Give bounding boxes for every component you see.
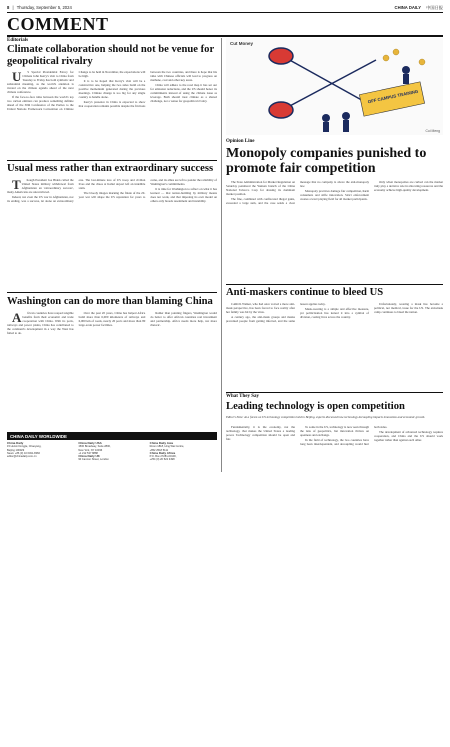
paragraph: The State Administration for Market Regulation on Saturday penalized the Yunnan branch of the China National Tobacco Corp for abusing its dominant market position. (226, 180, 295, 197)
paper-name: CHINA DAILY (394, 5, 421, 10)
footer-col-title: China Daily Asia (149, 441, 174, 445)
divider (226, 392, 443, 393)
paragraph: Unfortunately, wearing a mask has become a political, not medical, issue for the US. The anti-mask camp continues to bleed the nation. (374, 302, 443, 315)
paragraph: Monopoly practices damage fair competition, harm consumers and stifle innovation. Strict enforcement creates a level playing field for all market participants. (300, 189, 369, 202)
opinion-subhead: Anti-maskers continue to bleed US (226, 287, 384, 298)
editorial-body-1 (7, 70, 217, 158)
paragraph: Mask-wearing is a simple and effective measure, yet politicization has turned it into a symbol of division, costing lives across the country. (300, 307, 369, 320)
paper-name-cn: 中国日报 (426, 5, 443, 10)
footer-col-asia (150, 442, 217, 472)
paragraph: Kerry's presence in China is expected to show that cooperation remains possible despite the frictions between the two countries, and there is hope that his talks with Chinese officials will lead to progress on methane, coal and other key areas. (78, 70, 217, 109)
cartoon-title: Cut Money (230, 41, 253, 46)
paragraph: The bloody images marking the finale of the 20-year war will shape the US reputation for years to come, and its allies are left to ponder the reliability of Washington's commitments. (78, 178, 217, 200)
paragraph: In the field of technology, the two countries have long been interdependent, and decoupling would hurt both sides. (300, 425, 388, 447)
editorials-kicker: Editorials (7, 38, 29, 43)
divider (7, 292, 217, 293)
footer-line: 90 Cannon Street, London (78, 458, 109, 462)
paragraph: African countries have reaped tangible benefits from their economic and trade cooperation with China. With its ports, railways and power plants, China has contributed to the continent's development in a way the West has failed to do. (7, 311, 74, 336)
cartoon-artist: Cui Meng (425, 129, 440, 133)
paragraph: Rather than pointing fingers, Washington would do better to offer African countries real investment and partnership. Africa needs more help, not more rhetoric. (150, 311, 217, 328)
paragraph: Fundamentally, it is the economy, not the technology, that makes the United States a leading power. Technology competition should be open and fair. (226, 425, 295, 442)
footer-col-china (7, 442, 74, 472)
cartoon-sign-text: OFF CAMPUS TRAINING (367, 88, 419, 105)
footer-contacts (7, 442, 217, 472)
paragraph: Indeed, not even the US war in Afghanistan, nor its ending, was a success, let alone an extraordinary one. The last-minute loss of US troop and civilian lives and the chaos at Kabul airport left an indelible stain. (7, 178, 146, 204)
opinion-body-2 (226, 302, 443, 390)
header-rule (7, 12, 443, 13)
what-they-say-kicker: What They Say (226, 394, 259, 399)
editorial-headline-2: Usual mess rather than extraordinary success (7, 163, 214, 174)
footer-line: Beijing 100029 (7, 448, 25, 452)
footer-col-usa (78, 442, 145, 472)
page-header: 8 | Thursday, September 5, 2024 CHINA DAILY 中国日报 (7, 5, 443, 10)
paragraph: Though President Joe Biden called the United States military withdrawal from Afghanistan an 'extraordinary success', many Americans are unconvinced. (7, 178, 74, 195)
what-they-say-intro: Editor's Note: At a forum on US technology competition held in Beijing, experts discussed how technology decoupling impacts innovation and economic growth. (226, 415, 426, 419)
cartoon-illustration (226, 38, 443, 135)
footer-bar (7, 432, 217, 440)
page-date: Thursday, September 5, 2024 (16, 5, 72, 10)
footer-line: +254 (0) 20 522 3498 (149, 458, 175, 462)
editorial-body-3 (7, 311, 217, 429)
footer-col-title: China Daily UK (78, 454, 100, 459)
column-divider (221, 38, 222, 472)
footer-line: Room 1818, Hing Wai Centre, (149, 445, 185, 449)
editorial-body-2 (7, 178, 217, 290)
what-they-say-body (226, 425, 443, 472)
paragraph: To some in the US, technology is now seen through the lens of geopolitics, but innovation thrives on openness and exchange. (300, 425, 369, 438)
paragraph: It is to be hoped that Kerry's visit will be a constructive one, helping the two sides build on the positive momentum generated during the previous meetings. Climate change is too big for any single country to handle alone. (78, 79, 146, 100)
divider (7, 160, 217, 161)
footer-col-title: China Daily Africa (149, 450, 176, 455)
opinion-headline: Monopoly companies punished to promote fair competition (226, 146, 427, 176)
page-number: 8 (7, 5, 10, 10)
footer-line: P.O. Box 27281-00100, (149, 455, 177, 459)
paragraph: US Special Presidential Envoy for Climate John Kerry's visit to China from Tuesday to Friday has both symbolic and substantial meaning, as the world's attention is riveted on the climate agenda ahead of the next climate conference. (7, 70, 74, 95)
paragraph: It is time for Washington to reflect on what it has learned — that nation-building by military means does not work, and that imposing its own model on others only breeds resentment and instability. (150, 187, 217, 204)
opinion-body (226, 180, 443, 282)
paragraph: If the face-to-face talks between the world's top two carbon emitters can produce something definite ahead of the 30th Conference of the Parties to the United Nations Framework Convention on Climate Change to be held in November, the expectations will be high. (7, 70, 146, 112)
footer-line: +852 2518 5111 (149, 448, 169, 452)
footer-line: 1500 Broadway, Suite 2800, (78, 445, 111, 449)
what-they-say-headline: Leading technology is open competition (226, 401, 405, 412)
paragraph: CAROL Walker, who had once voiced a more anti-mask perspective, has been forced to face reality after her family was hit by the virus. (226, 302, 295, 315)
section-title: COMMENT (7, 14, 109, 34)
paragraph: A century ago, the anti-mask groups and masks prevented people from getting infected, and the same lesson applies today. (226, 302, 326, 324)
paragraph: The development of advanced technology requires cooperation, and China and the US should work together rather than against each other. (374, 430, 443, 443)
footer-col-title: China Daily (7, 441, 24, 445)
footer-line: editor@chinadaily.com.cn (7, 455, 37, 459)
paragraph: Over the past 20 years, China has helped Africa build more than 6,000 kilometers of railways and 6,000 km of roads, nearly 20 ports and more than 80 large-scale power facilities. (78, 311, 146, 328)
footer-line: +1 212 537 8888 (78, 451, 98, 455)
footer-line: 15 Huixin Dongjie, Chaoyang, (7, 445, 42, 449)
opinion-kicker: Opinion Line (226, 139, 255, 144)
editorial-headline-1: Climate collaboration should not be venue for geopolitical rivalry (7, 44, 214, 67)
footer-col-title: China Daily USA (78, 441, 102, 445)
footer-line: News: +86 (0) 10 6491-8366 (7, 451, 40, 455)
divider (226, 284, 443, 285)
footer-label: CHINA DAILY WORLDWIDE (10, 433, 67, 439)
paragraph: The fine, combined with confiscated illegal gains, exceeded a large sum, and the case sends a clear message that no company is above the anti-monopoly law. (226, 180, 369, 206)
paragraph: China will adhere to the road map it has set out for emission reductions, and the US should honor its commitments instead of using the climate issue as leverage. Both should treat climate as a shared challenge, not a venue for geopolitical rivalry. (150, 83, 217, 104)
editorial-headline-3: Washington can do more than blaming China (7, 296, 213, 307)
paragraph: Only when monopolies are curbed can the market truly play a decisive role in allocating resources and the economy achieve high-quality development. (374, 180, 443, 193)
cartoon (226, 38, 443, 135)
footer-line: New York, NY 10036 (78, 448, 103, 452)
section-rule (7, 35, 443, 37)
